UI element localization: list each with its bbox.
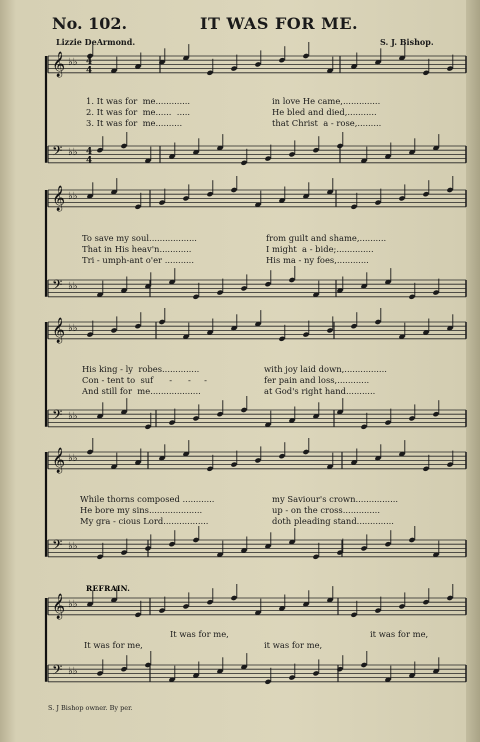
lyric-line: from guilt and shame,.......... xyxy=(266,233,387,243)
refrain-lyric: It was for me, xyxy=(170,629,229,639)
clef-symbol: 𝄢 xyxy=(52,662,63,681)
clef-symbol: 𝄞 xyxy=(52,186,66,211)
key-signature: ♭♭ xyxy=(68,147,78,158)
lyric-line: And still for me................... xyxy=(82,386,201,396)
lyric-line: that Christ a - rose,......... xyxy=(272,118,382,128)
lyric-line: with joy laid down,................ xyxy=(264,364,387,374)
lyric-line: To save my soul.................. xyxy=(82,233,197,243)
lyric-line: at God's right hand........... xyxy=(264,386,376,396)
lyric-line: His ma - ny foes,............ xyxy=(266,255,369,265)
clef-symbol: 𝄞 xyxy=(52,52,66,77)
refrain-lyric: It was for me, xyxy=(84,640,143,650)
composer-credit: S. J. Bishop. xyxy=(380,37,434,47)
key-signature: ♭♭ xyxy=(68,666,78,677)
lyric-line: That in His heav'n............ xyxy=(82,244,192,254)
lyric-line: 2. It was for me...... ..... xyxy=(86,107,191,117)
key-signature: ♭♭ xyxy=(68,411,78,422)
time-signature: 4 xyxy=(86,147,93,157)
refrain-lyric: it was for me, xyxy=(370,629,429,639)
key-signature: ♭♭ xyxy=(68,281,78,292)
lyric-line: in love He came,.............. xyxy=(272,96,381,106)
lyric-line: Con - tent to suf - - - xyxy=(82,375,208,385)
lyric-line: fer pain and loss,............ xyxy=(264,375,370,385)
clef-symbol: 𝄢 xyxy=(52,143,63,162)
clef-symbol: 𝄢 xyxy=(52,407,63,426)
clef-symbol: 𝄞 xyxy=(52,594,66,619)
lyric-line: I might a - bide;.............. xyxy=(266,244,374,254)
lyric-line: 3. It was for me.......... xyxy=(86,118,183,128)
lyric-line: His king - ly robes.............. xyxy=(82,364,200,374)
refrain-label: REFRAIN. xyxy=(86,584,131,593)
lyric-line: My gra - cious Lord................. xyxy=(80,516,209,526)
key-signature: ♭♭ xyxy=(68,191,78,202)
clef-symbol: 𝄢 xyxy=(52,537,63,556)
lyric-line: 1. It was for me............. xyxy=(86,96,191,106)
copyright-footer: S. J Bishop owner. By per. xyxy=(48,704,133,712)
key-signature: ♭♭ xyxy=(68,323,78,334)
clef-symbol: 𝄞 xyxy=(52,448,66,473)
lyric-line: up - on the cross.............. xyxy=(272,505,380,515)
key-signature: ♭♭ xyxy=(68,57,78,68)
lyric-line: While thorns composed ............ xyxy=(80,494,215,504)
lyric-line: my Saviour's crown................ xyxy=(272,494,399,504)
time-signature: 4 xyxy=(86,57,93,67)
lyric-line: doth pleading stand.............. xyxy=(272,516,394,526)
key-signature: ♭♭ xyxy=(68,599,78,610)
lyricist-credit: Lizzie DeArmond. xyxy=(56,37,136,47)
time-signature: 4 xyxy=(86,66,93,76)
lyric-line: He bled and died,........... xyxy=(272,107,377,117)
key-signature: ♭♭ xyxy=(68,453,78,464)
hymn-number: No. 102. xyxy=(52,14,128,33)
time-signature: 4 xyxy=(86,156,93,166)
clef-symbol: 𝄢 xyxy=(52,277,63,296)
key-signature: ♭♭ xyxy=(68,541,78,552)
lyric-line: He bore my sins.................... xyxy=(80,505,203,515)
clef-symbol: 𝄞 xyxy=(52,318,66,343)
lyric-line: Tri - umph-ant o'er ........... xyxy=(82,255,195,265)
hymn-title: IT WAS FOR ME. xyxy=(200,14,359,33)
refrain-lyric: it was for me, xyxy=(264,640,323,650)
